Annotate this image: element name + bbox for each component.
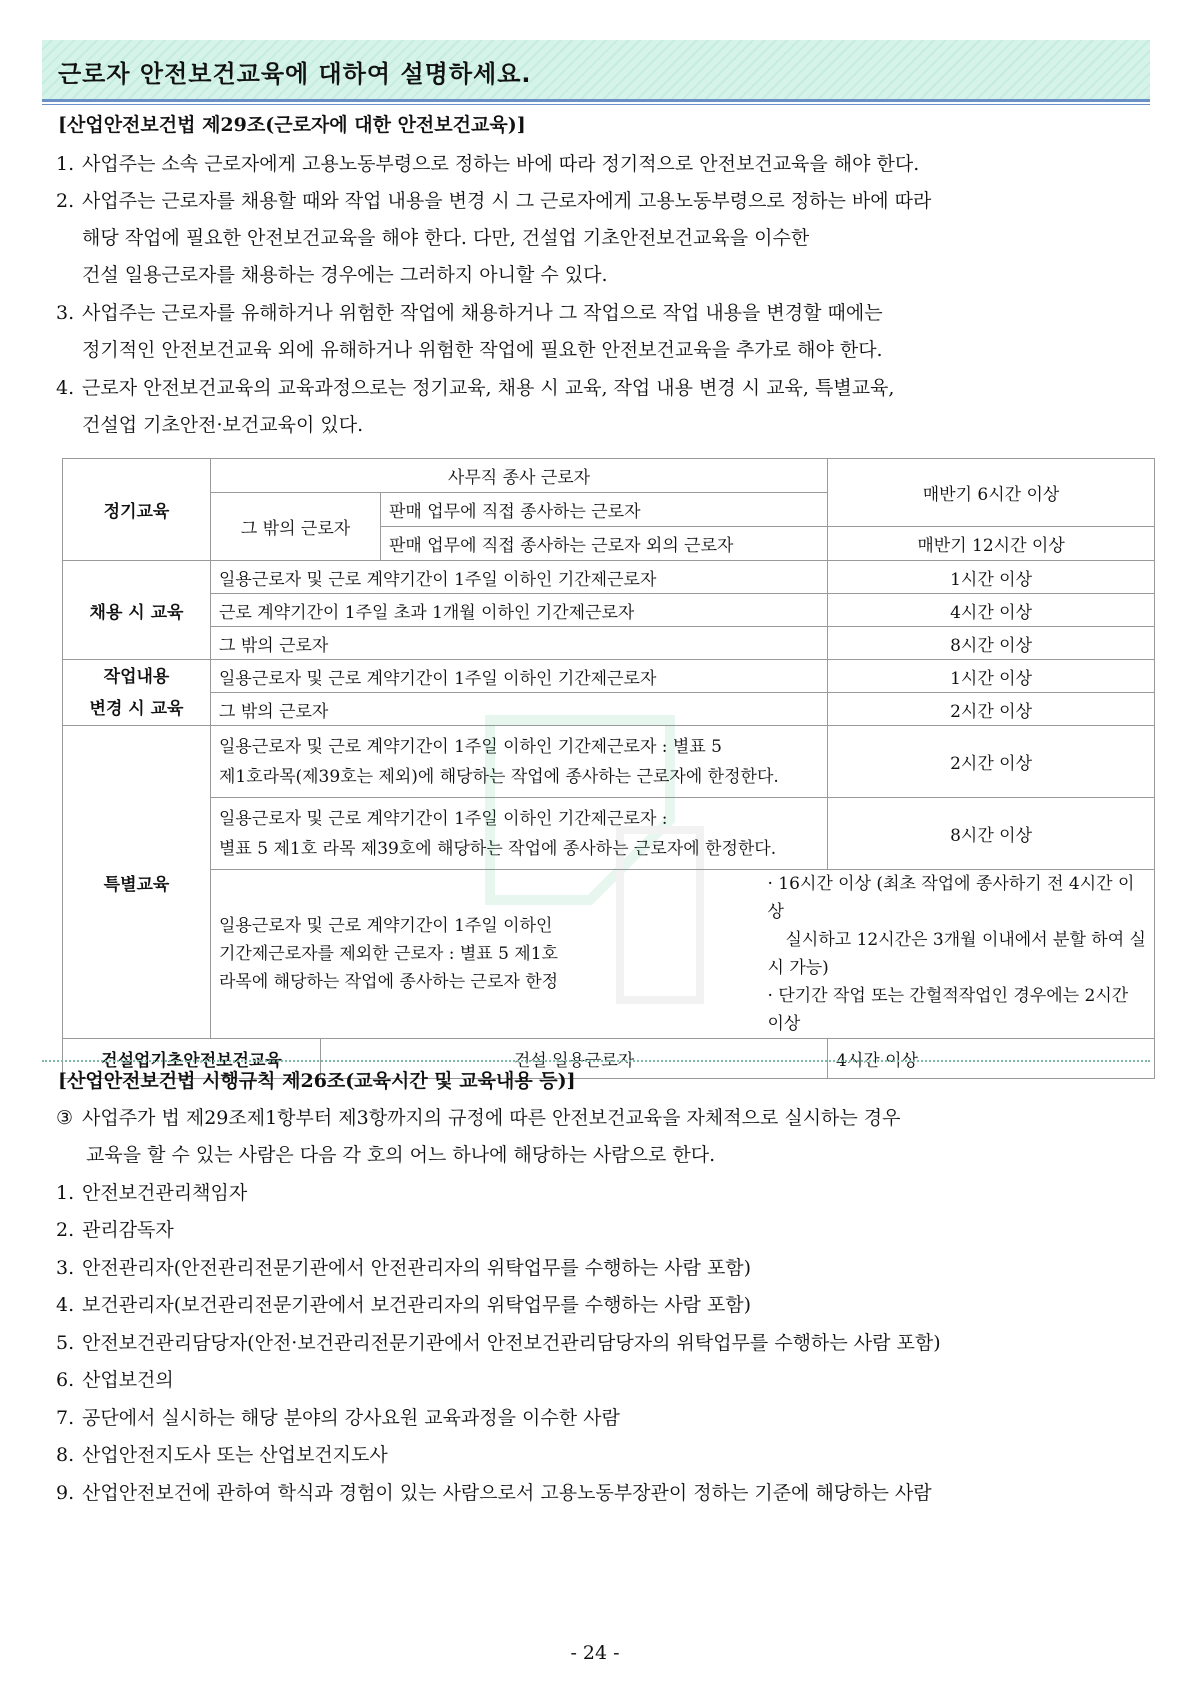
item-text: 사업주는 근로자를 채용할 때와 작업 내용을 변경 시 그 근로자에게 고용노동부령으로 정하는 바에 따라 [82, 190, 932, 212]
item-number: 1. [56, 153, 75, 175]
target-line: 일용근로자 및 근로 계약기간이 1주일 이하인 [219, 916, 553, 936]
time-cell: 4시간 이상 [828, 594, 1155, 627]
table-row [63, 693, 1155, 726]
target-line: 라목에 해당하는 작업에 종사하는 근로자 한정 [219, 972, 559, 992]
table-row [63, 627, 1155, 660]
item-number: 1. [56, 1182, 75, 1204]
table-row [63, 594, 1155, 627]
item-number: 7. [56, 1407, 75, 1429]
table-row [63, 561, 1155, 594]
list-item [56, 301, 883, 325]
time-line: · 단기간 작업 또는 간헐적작업인 경우에는 2시간 이상 [767, 986, 1129, 1034]
time-cell: 매반기 6시간 이상 [828, 459, 1155, 527]
item-text: 안전보건관리담당자(안전·보건관리전문기관에서 안전보건관리담당자의 위탁업무를 수행하는 사람 포함) [82, 1332, 941, 1354]
list-item [56, 189, 931, 213]
target-line: 제1호라목(제39호는 제외)에 해당하는 작업에 종사하는 근로자에 한정한다. [219, 766, 779, 787]
category-cell: 정기교육 [63, 459, 211, 561]
list-item [56, 1406, 620, 1430]
item-number: 8. [56, 1444, 75, 1466]
item-text-continued: 정기적인 안전보건교육 외에 유해하거나 위험한 작업에 필요한 안전보건교육을 추가로 해야 한다. [82, 339, 883, 361]
time-cell: 1시간 이상 [828, 660, 1155, 693]
title-divider [42, 104, 1150, 105]
item-text: 사업주는 근로자를 유해하거나 위험한 작업에 채용하거나 그 작업으로 작업 내용을 변경할 때에는 [82, 302, 883, 324]
section-divider [42, 1060, 1150, 1062]
item-text-continued: 건설업 기초안전·보건교육이 있다. [82, 414, 364, 436]
time-cell: 4시간 이상 [828, 1039, 1155, 1079]
intro-text: 사업주가 법 제29조제1항부터 제3항까지의 규정에 따른 안전보건교육을 자체적으로 실시하는 경우 [82, 1107, 901, 1129]
item-text: 안전관리자(안전관리전문기관에서 안전관리자의 위탁업무를 수행하는 사람 포함) [82, 1257, 752, 1279]
list-item [56, 1256, 751, 1280]
page-number: - 24 - [570, 1642, 620, 1664]
list-item [56, 1218, 174, 1242]
target-line: 별표 5 제1호 라목 제39호에 해당하는 작업에 종사하는 근로자에 한정한다. [219, 838, 777, 859]
item-text: 산업보건의 [82, 1369, 174, 1391]
title-banner [42, 40, 1150, 102]
table-row [63, 660, 1155, 693]
item-text-continued: 해당 작업에 필요한 안전보건교육을 해야 한다. 다만, 건설업 기초안전보건교육을 이수한 [82, 227, 810, 249]
section1-heading: [산업안전보건법 제29조(근로자에 대한 안전보건교육)] [58, 114, 526, 136]
target-cell: 일용근로자 및 근로 계약기간이 1주일 이하인 기간제근로자 [211, 660, 828, 693]
time-cell: 매반기 12시간 이상 [828, 527, 1155, 561]
target-cell: 그 밖의 근로자 [211, 493, 381, 561]
time-cell [738, 870, 1155, 1039]
table-row [63, 726, 1155, 798]
item-text: 근로자 안전보건교육의 교육과정으로는 정기교육, 채용 시 교육, 작업 내용 변경 시 교육, 특별교육, [82, 377, 895, 399]
category-cell: 건설업기초안전보건교육 [63, 1039, 321, 1079]
target-cell: 근로 계약기간이 1주일 초과 1개월 이하인 기간제근로자 [211, 594, 828, 627]
category-cell: 채용 시 교육 [63, 561, 211, 660]
target-cell [211, 870, 738, 1039]
intro-text-continued: 교육을 할 수 있는 사람은 다음 각 호의 어느 하나에 해당하는 사람으로 한다. [86, 1144, 716, 1166]
category-line: 변경 시 교육 [89, 698, 184, 719]
target-cell: 판매 업무에 직접 종사하는 근로자 외의 근로자 [381, 527, 828, 561]
item-text: 안전보건관리책임자 [82, 1182, 248, 1204]
item-number: 3. [56, 302, 75, 324]
item-number: 2. [56, 1219, 75, 1241]
time-line: · 16시간 이상 (최초 작업에 종사하기 전 4시간 이상 [767, 874, 1135, 922]
category-line: 작업내용 [103, 666, 170, 687]
item-number: 5. [56, 1332, 75, 1354]
item-number: 4. [56, 1294, 75, 1316]
list-item [56, 1443, 388, 1467]
time-cell: 8시간 이상 [828, 798, 1155, 870]
time-line: 실시하고 12시간은 3개월 이내에서 분할 하여 실시 가능) [767, 930, 1146, 978]
item-number: 4. [56, 377, 75, 399]
item-text: 공단에서 실시하는 해당 분야의 강사요원 교육과정을 이수한 사람 [82, 1407, 620, 1429]
list-item [56, 1293, 751, 1317]
time-cell: 8시간 이상 [828, 627, 1155, 660]
category-cell: 특별교육 [63, 726, 211, 1039]
target-cell: 그 밖의 근로자 [211, 693, 828, 726]
item-text: 산업안전지도사 또는 산업보건지도사 [82, 1444, 388, 1466]
list-item [56, 1331, 941, 1355]
list-item [56, 1368, 174, 1392]
target-cell: 사무직 종사 근로자 [211, 459, 828, 493]
target-line: 일용근로자 및 근로 계약기간이 1주일 이하인 기간제근로자 : [219, 808, 668, 829]
target-cell: 그 밖의 근로자 [211, 627, 828, 660]
education-table [62, 458, 1155, 1079]
intro-paragraph [56, 1106, 901, 1130]
target-cell: 건설 일용근로자 [321, 1039, 828, 1079]
item-number: 3. [56, 1257, 75, 1279]
list-item [56, 1481, 932, 1505]
list-item [56, 152, 919, 176]
item-text: 산업안전보건에 관하여 학식과 경험이 있는 사람으로서 고용노동부장관이 정하는 기준에 해당하는 사람 [82, 1482, 932, 1504]
item-number: 2. [56, 190, 75, 212]
list-item [56, 376, 894, 400]
target-cell [211, 726, 828, 798]
list-item [56, 1181, 247, 1205]
table-row [63, 459, 1155, 493]
section2-heading: [산업안전보건법 시행규칙 제26조(교육시간 및 교육내용 등)] [58, 1070, 576, 1092]
target-cell: 일용근로자 및 근로 계약기간이 1주일 이하인 기간제근로자 [211, 561, 828, 594]
time-cell: 2시간 이상 [828, 693, 1155, 726]
time-cell: 2시간 이상 [828, 726, 1155, 798]
category-cell [63, 660, 211, 726]
page-title: 근로자 안전보건교육에 대하여 설명하세요. [58, 60, 532, 88]
target-line: 일용근로자 및 근로 계약기간이 1주일 이하인 기간제근로자 : 별표 5 [219, 736, 722, 757]
item-text: 관리감독자 [82, 1219, 174, 1241]
intro-number: ③ [56, 1107, 74, 1129]
item-number: 9. [56, 1482, 75, 1504]
table-row [63, 870, 1155, 1039]
target-line: 기간제근로자를 제외한 근로자 : 별표 5 제1호 [219, 944, 558, 964]
target-cell [211, 798, 828, 870]
item-text: 사업주는 소속 근로자에게 고용노동부령으로 정하는 바에 따라 정기적으로 안전보건교육을 해야 한다. [82, 153, 920, 175]
target-cell: 판매 업무에 직접 종사하는 근로자 [381, 493, 828, 527]
time-cell: 1시간 이상 [828, 561, 1155, 594]
item-text-continued: 건설 일용근로자를 채용하는 경우에는 그러하지 아니할 수 있다. [82, 264, 608, 286]
item-number: 6. [56, 1369, 75, 1391]
table-row [63, 798, 1155, 870]
item-text: 보건관리자(보건관리전문기관에서 보건관리자의 위탁업무를 수행하는 사람 포함) [82, 1294, 752, 1316]
